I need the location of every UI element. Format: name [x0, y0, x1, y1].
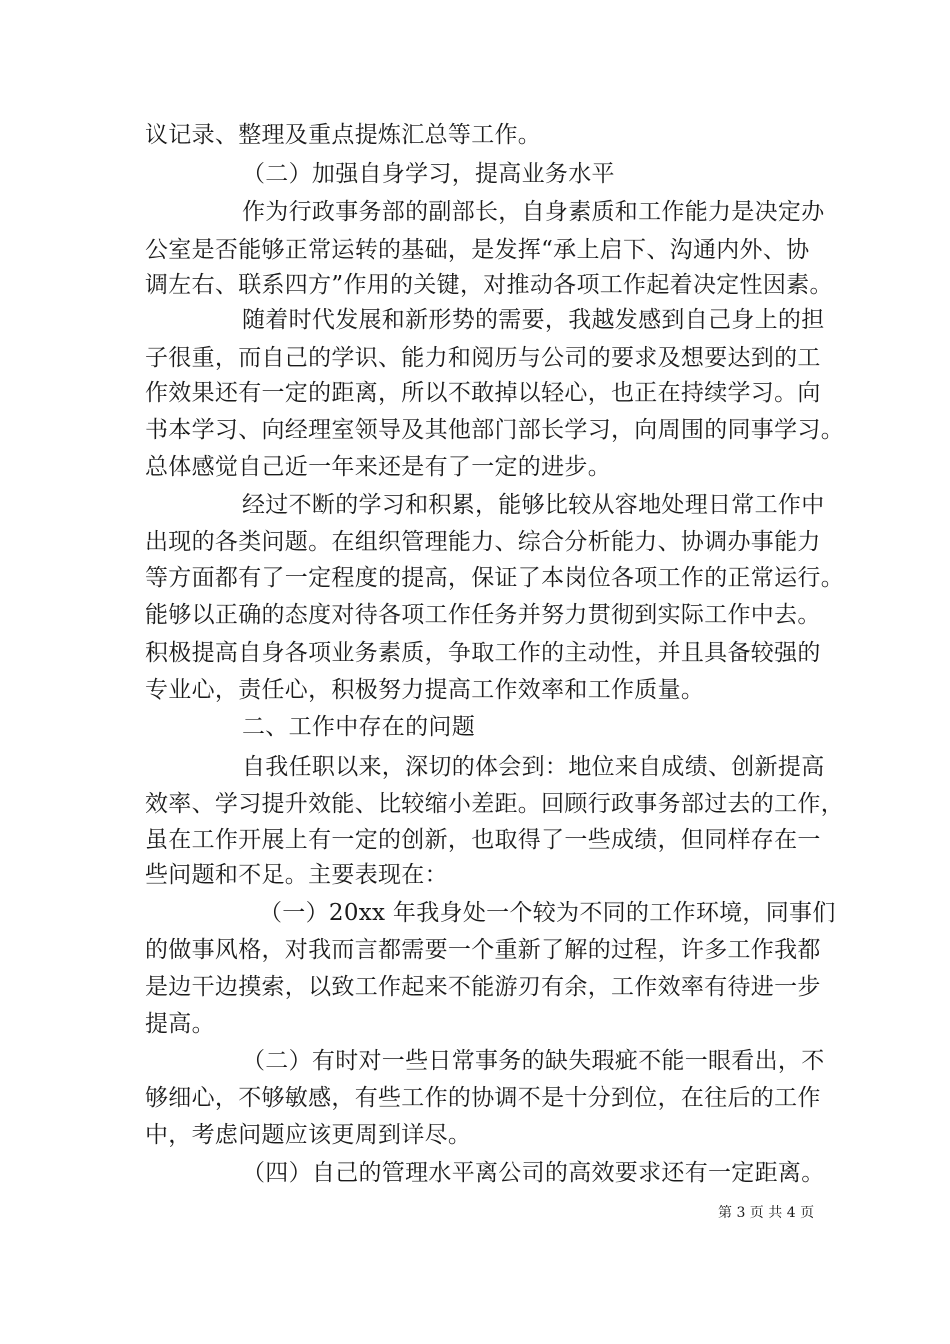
text-line: 等方面都有了一定程度的提高，保证了本岗位各项工作的正常运行。 [145, 565, 844, 591]
text-line: 作效果还有一定的距离，所以不敢掉以轻心，也正在持续学习。向 [145, 380, 821, 406]
text-line: 出现的各类问题。在组织管理能力、综合分析能力、协调办事能力 [145, 529, 821, 555]
text-line: 总体感觉自己近一年来还是有了一定的进步。 [145, 454, 611, 480]
text-line: 是边干边摸索，以致工作起来不能游刃有余，工作效率有待进一步 [145, 974, 821, 1000]
text-line: 作为行政事务部的副部长，自身素质和工作能力是决定办 [242, 199, 825, 225]
text-line: 积极提高自身各项业务素质，争取工作的主动性，并且具备较强的 [145, 640, 821, 666]
text-line: 调左右、联系四方”作用的关键，对推动各项工作起着决定性因素。 [145, 272, 833, 298]
text-line: 效率、学习提升效能、比较缩小差距。回顾行政事务部过去的工作， [145, 791, 844, 817]
text-line: 专业心，责任心，积极努力提高工作效率和工作质量。 [145, 677, 705, 703]
text-line: （一）20xx 年我身处一个较为不同的工作环境，同事们 [259, 900, 836, 926]
text-line: 提高。 [145, 1011, 215, 1037]
text-line: 中，考虑问题应该更周到详尽。 [145, 1122, 472, 1148]
text-line: 虽在工作开展上有一定的创新，也取得了一些成绩，但同样存在一 [145, 827, 821, 853]
text-line: （二）有时对一些日常事务的缺失瑕疵不能一眼看出，不 [242, 1048, 825, 1074]
text-line: 随着时代发展和新形势的需要，我越发感到自己身上的担 [242, 307, 825, 333]
text-line: 经过不断的学习和积累，能够比较从容地处理日常工作中 [242, 492, 825, 518]
text-line: 议记录、整理及重点提炼汇总等工作。 [145, 122, 542, 148]
text-line: 够细心，不够敏感，有些工作的协调不是十分到位，在往后的工作 [145, 1085, 821, 1111]
page-number-footer: 第 3 页 共 4 页 [718, 1205, 815, 1221]
text-line: （四）自己的管理水平离公司的高效要求还有一定距离。 [242, 1160, 825, 1186]
text-line: 些问题和不足。主要表现在： [145, 862, 448, 888]
text-line: 子很重，而自己的学识、能力和阅历与公司的要求及想要达到的工 [145, 345, 821, 371]
text-line: 书本学习、向经理室领导及其他部门部长学习，向周围的同事学习。 [145, 417, 844, 443]
text-line: 自我任职以来，深切的体会到：地位来自成绩、创新提高 [242, 754, 825, 780]
section-heading: 二、工作中存在的问题 [242, 714, 475, 740]
text-line: 公室是否能够正常运转的基础，是发挥“承上启下、沟通内外、协 [145, 237, 810, 263]
text-line: 的做事风格，对我而言都需要一个重新了解的过程，许多工作我都 [145, 937, 821, 963]
text-line: 能够以正确的态度对待各项工作任务并努力贯彻到实际工作中去。 [145, 602, 821, 628]
section-heading: （二）加强自身学习，提高业务水平 [242, 161, 615, 187]
